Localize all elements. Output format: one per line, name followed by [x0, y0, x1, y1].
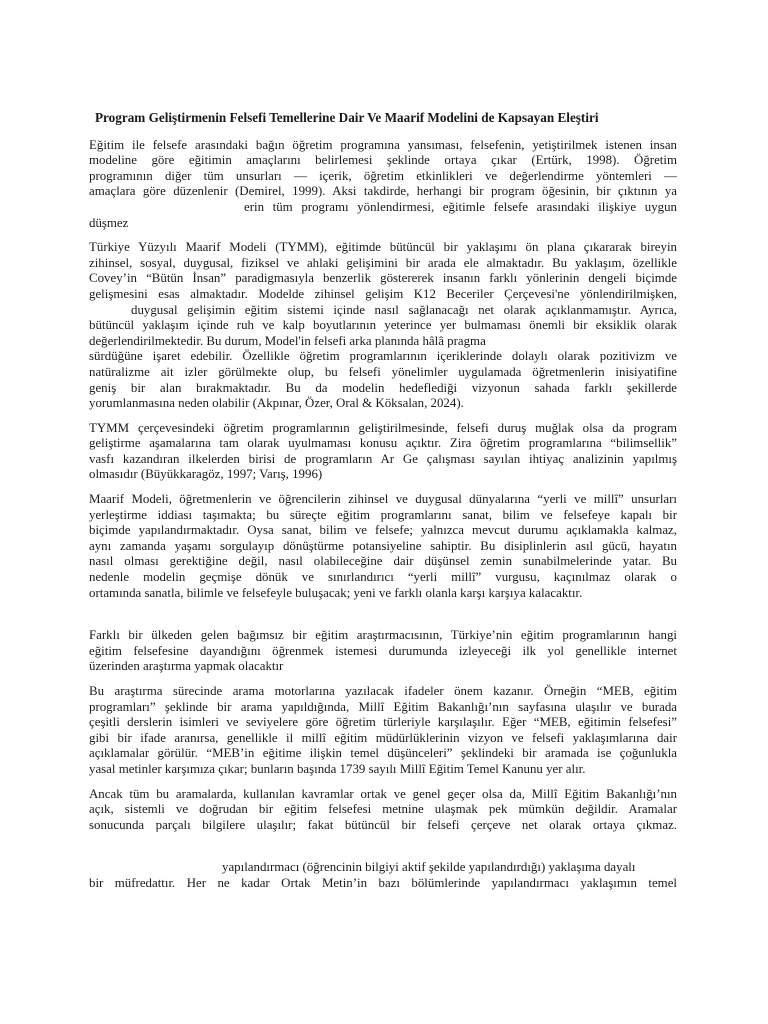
document-page — [89, 110, 677, 901]
paragraph — [89, 492, 677, 601]
text-line: biçimde yapılandırmaktadır. Oysa sanat, bilim ve felsefe; yalnızca mevcut durumu açıklamakla kalmaz, — [89, 523, 677, 538]
text-line: açık, sistemli ve doğrudan bir eğitim felsefesi metnine ulaşmak pek mümkün değildir. Aramalar — [89, 802, 677, 817]
text-line: üzerinden araştırma yapmak olacaktır — [89, 659, 284, 674]
text-line: programının diğer tüm unsurları — içerik, öğretim etkinlikleri ve değerlendirme yöntemleri — — [89, 168, 677, 183]
paragraph — [89, 684, 677, 778]
text-line: aynı zamanda yaşamı sorgulayıp dönüştürme potansiyeline sahiptir. Bu disiplinlerin asıl gücü, hayatın — [89, 538, 677, 553]
paragraph — [89, 240, 677, 412]
paragraph — [89, 860, 677, 891]
text-line: zihinsel, sosyal, duygusal, fiziksel ve ahlaki gelişimini bir arada ele almaktadır. Bu yaklaşım, özellikle — [89, 255, 677, 270]
text-line: programları” şeklinde bir arama yapıldığında, Millî Eğitim Bakanlığı’nın sayfasına ulaşılır ve burada — [89, 699, 677, 714]
text-line: olmasıdır (Büyükkaragöz, 1997; Varış, 1996) — [89, 467, 323, 482]
text-line: nedenle modelin geçmişe dönük ve sınırlandırıcı “yerli millî” vurgusu, kaçınılmaz olarak o — [89, 570, 677, 585]
text-line: TYMM çerçevesindeki öğretim programlarının geliştirilmesinde, felsefi duruş muğlak olsa da program — [89, 420, 677, 435]
paragraph — [89, 138, 677, 232]
text-line: eğitim felsefesine dayandığını öğrenmek istemesi durumunda izleyeceği ilk yol genellikle internet — [89, 643, 677, 658]
text-line: Covey’in “Bütün İnsan” paradigmasıyla benzerlik göstererek insanın farklı yönlerinin dengeli biçimde — [89, 271, 677, 286]
text-line: yasal metinler karşımıza çıkar; bunların başında 1739 sayılı Millî Eğitim Temel Kanunu yer alır. — [89, 761, 586, 776]
text-line: yorumlanmasına neden olabilir (Akpınar, Özer, Oral & Köksalan, 2024). — [89, 396, 464, 411]
text-line: ortamında sanatla, bilimle ve felsefeyle buluşacak; yeni ve farklı olanla karşı karşıya kalacaktır. — [89, 585, 583, 600]
text-line: yerleştirme iddiası taşımakta; bu süreçte eğitim programlarını sanat, bilim ve felsefeye kapalı bir — [89, 507, 677, 522]
paragraph-gap — [89, 842, 677, 860]
text-line: geniş bir alan bırakmaktadır. Bu da modelin hedeflediği vizyonun sahada farklı şekillerde — [89, 380, 677, 395]
text-line: duygusal gelişimin eğitim sistemi içinde nasıl sağlanacağı net olarak açıklanmamıştır. Ayrıca, — [131, 302, 677, 317]
text-line: modeline göre eğitimin amaçlarını belirlemesi şeklinde ortaya çıkar (Ertürk, 1998). Öğretim — [89, 153, 677, 168]
text-line: geliştirme aşamalarına tam olarak uyulmaması konusu açıktır. Zira öğretim programlarına “bilimsellik” — [89, 436, 677, 451]
paragraph-gap — [89, 610, 677, 628]
text-line: çeşitli derslerin isimleri ve seviyelere göre öğretim türleriyle karşılaşılır. Eğer “MEB, eğitimin felsefesi” — [89, 715, 677, 730]
text-line: Maarif Modeli, öğretmenlerin ve öğrencilerin zihinsel ve duygusal dünyalarına “yerli ve millî” unsurları — [89, 492, 677, 507]
text-line: erin tüm programı yönlendirmesi, eğitimle felsefe arasındaki ilişkiye uygun — [244, 199, 677, 214]
text-line: açıklamalar görülür. “MEB’in eğitime ilişkin temel düşünceleri” şeklindeki bir aramada ise çoğunlukla — [89, 746, 677, 761]
paragraph — [89, 421, 677, 483]
text-line: amaçlara göre düzenlenir (Demirel, 1999). Aksi takdirde, herhangi bir program öğesinin, bir çıktının ya — [89, 184, 677, 199]
text-line: Bu araştırma sürecinde arama motorlarına yazılacak ifadeler önem kazanır. Örneğin “MEB, eğitim — [89, 684, 677, 698]
text-line: Ancak tüm bu aramalarda, kullanılan kavramlar ortak ve genel geçer olsa da, Millî Eğitim Bakanlığı’nın — [89, 786, 677, 801]
text-line: yapılandırmacı (öğrencinin bilgiyi aktif şekilde yapılandırdığı) yaklaşıma dayalı — [222, 860, 636, 875]
text-line: nasıl olması gerektiğine değil, nasıl olabileceğine dair düşünsel zemin sunabilmelerinde yatar. Bu — [89, 554, 677, 569]
text-line: sürdüğüne işaret edebilir. Özellikle öğretim programlarının içeriklerinde dolaylı olarak pozitivizm ve — [89, 349, 677, 364]
text-line: gibi bir ifade aranırsa, genellikle il millî eğitim müdürlüklerinin vizyon ve felsefi yaklaşımlarına dair — [89, 730, 677, 745]
text-line: sonucunda parçalı bilgilere ulaşılır; fakat bütüncül bir felsefi çerçeve net olarak ortaya çıkmaz. — [89, 817, 677, 832]
text-line: natüralizme ait izler görülmekte olup, bu felsefi yönelimler uygulamada öğretmenlerin inisiyatifine — [89, 364, 677, 379]
paragraph — [89, 628, 677, 675]
text-line: bir müfredattır. Her ne kadar Ortak Metin’in bazı bölümlerinde yapılandırmacı yaklaşımın temel — [89, 875, 677, 890]
text-line: gelişmesini esas almaktadır. Modelde zihinsel gelişim K12 Beceriler Çerçevesi'ne yönlendirilmişken, — [89, 286, 677, 301]
text-line: Türkiye Yüzyılı Maarif Modeli (TYMM), eğitimde bütüncül bir yaklaşımı ön plana çıkararak bireyin — [89, 240, 677, 255]
text-line: düşmez — [89, 215, 129, 230]
document-title: Program Geliştirmenin Felsefi Temellerine Dair Ve Maarif Modelini de Kapsayan Eleştiri — [95, 110, 599, 125]
paragraph — [89, 787, 677, 834]
text-line: vasfı kazandıran ilkelerden birisi de programların Ar Ge çalışması sayılan ihtiyaç analizinin yapılmış — [89, 451, 677, 466]
text-line: değerlendirilmektedir. Bu durum, Model'in felsefi arka planında hâlâ pragma — [89, 333, 486, 348]
text-line: Eğitim ile felsefe arasındaki bağın öğretim programına yansıması, felsefenin, yetiştirilmek istenen insan — [89, 137, 677, 152]
document-body — [89, 138, 677, 892]
text-line: bütüncül yaklaşım içinde ruh ve kalp boyutlarının yeterince yer bulmaması önemli bir eksiklik olarak — [89, 318, 677, 333]
text-line: Farklı bir ülkeden gelen bağımsız bir eğitim araştırmacısının, Türkiye’nin eğitim programlarının hangi — [89, 628, 677, 643]
